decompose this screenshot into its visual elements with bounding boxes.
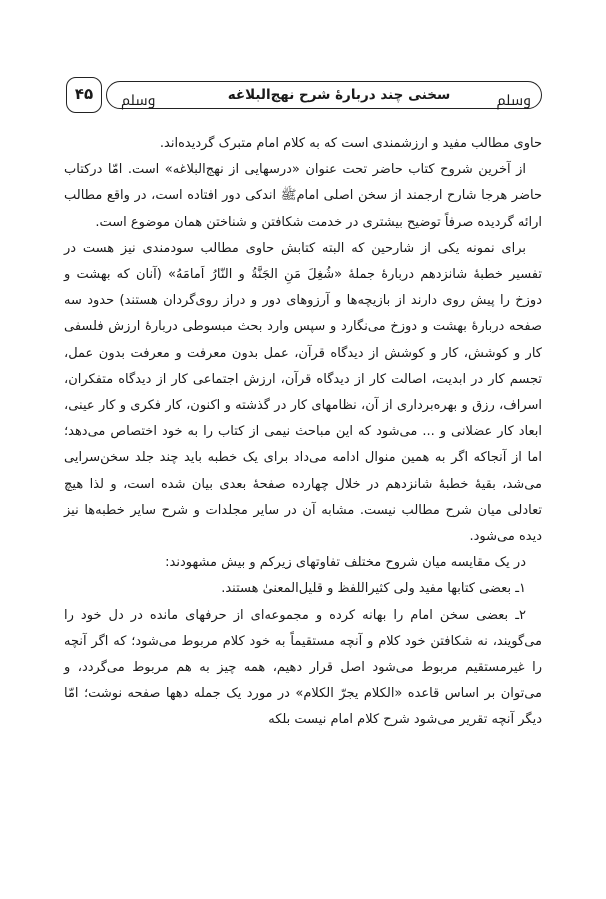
paragraph: برای نمونه یکی از شارحین که البته کتابش حاوی مطالب سودمندی نیز هست در تفسیر خطبهٔ شانزدهم دربارهٔ جملهٔ «شُغِلَ مَنِ الجَنَّةُ و النّارُ اَمامَهُ» (آنان که بهشت و دوزخ را پیش روی دارند از بازیچه‌ها و آرزوهای دور و دراز روی‌گردان هستند) حدود سه صفحه دربارهٔ بهشت و دوزخ می‌نگارد و سپس وارد بحث مبسوطی دربارهٔ ارزش فلسفی کار و کوشش، کار و کوشش از دیدگاه قرآن، عمل بدون معرفت و معرفت بدون عمل، تجسم کار در ابدیت، اصالت کار از دیدگاه قرآن، ارزش اجتماعی کار از دیدگاه متفکران، اسراف، رزق و بهره‌برداری از آن، نظامهای کار در گذشته و اکنون، کار فکری و کار عینی، ابعاد کار عضلانی و ... می‌شود که این مباحث نیمی از کتاب را به خود اختصاص می‌دهد؛ اما از آنجاکه اگر به همین منوال ادامه می‌داد برای یک خطبه باید چند جلد سخن‌سرایی می‌شد، بقیهٔ خطبهٔ شانزدهم در خلال چهارده صفحهٔ بعدی بیان شده است، و لذا هیچ تعادلی میان شرح مطالب نیست. مشابه آن در سایر مجلدات و شرح سایر خطبه‌ها نیز دیده می‌شود. [64,240,542,545]
list-item: ۲ـ بعضی سخن امام را بهانه کرده و مجموعه‌ای از حرفهای مانده در دل خود را می‌گویند، نه شکافتن خود کلام و آنچه مستقیماً به خود کلام مربوط می‌شود؛ که اگر آنچه را غیرمستقیم مربوط می‌شود اصل قرار دهیم، همه چیز به هم مربوط می‌گردد، و می‌توان بر اساس قاعده «الکلام یجرّ الکلام» در مورد یک جمله دهها صفحه نوشت؛ امّا دیگر آنچه تقریر می‌شود شرح کلام امام نیست بلکه [64,607,542,728]
running-header [66,77,542,117]
paragraph: حاوی مطالب مفید و ارزشمندی است که به کلام امام متبرک گردیده‌اند. [159,136,542,151]
ornament-left-icon: ﷸ [121,93,156,109]
body-text [64,131,542,734]
paragraph: در یک مقایسه میان شروح مختلف تفاوتهای زیرکم و بیش مشهودند: [165,555,526,571]
ornament-right-icon: ﷸ [496,93,531,109]
header-frame [106,81,542,109]
running-title: سخنی چند دربارهٔ شرح نهج‌البلاغه [227,87,451,103]
paragraph: از آخرین شروح کتاب حاضر تحت عنوان «درسهایی از نهج‌البلاغه» است. امّا درکتاب حاضر هرجا شارح ارجمند از سخن اصلی امام‌ﷺ اندکی دور افتاده است، در واقع مطالب ارائه گردیده صرفاً توضیح بیشتری در خدمت شکافتن و شناختن همان موضوع است. [64,162,542,230]
list-item: ۱ـ بعضی کتابها مفید ولی کثیراللفظ و قلیل‌المعنیٰ هستند. [221,581,526,597]
page-number: ۴۵ [66,77,102,113]
